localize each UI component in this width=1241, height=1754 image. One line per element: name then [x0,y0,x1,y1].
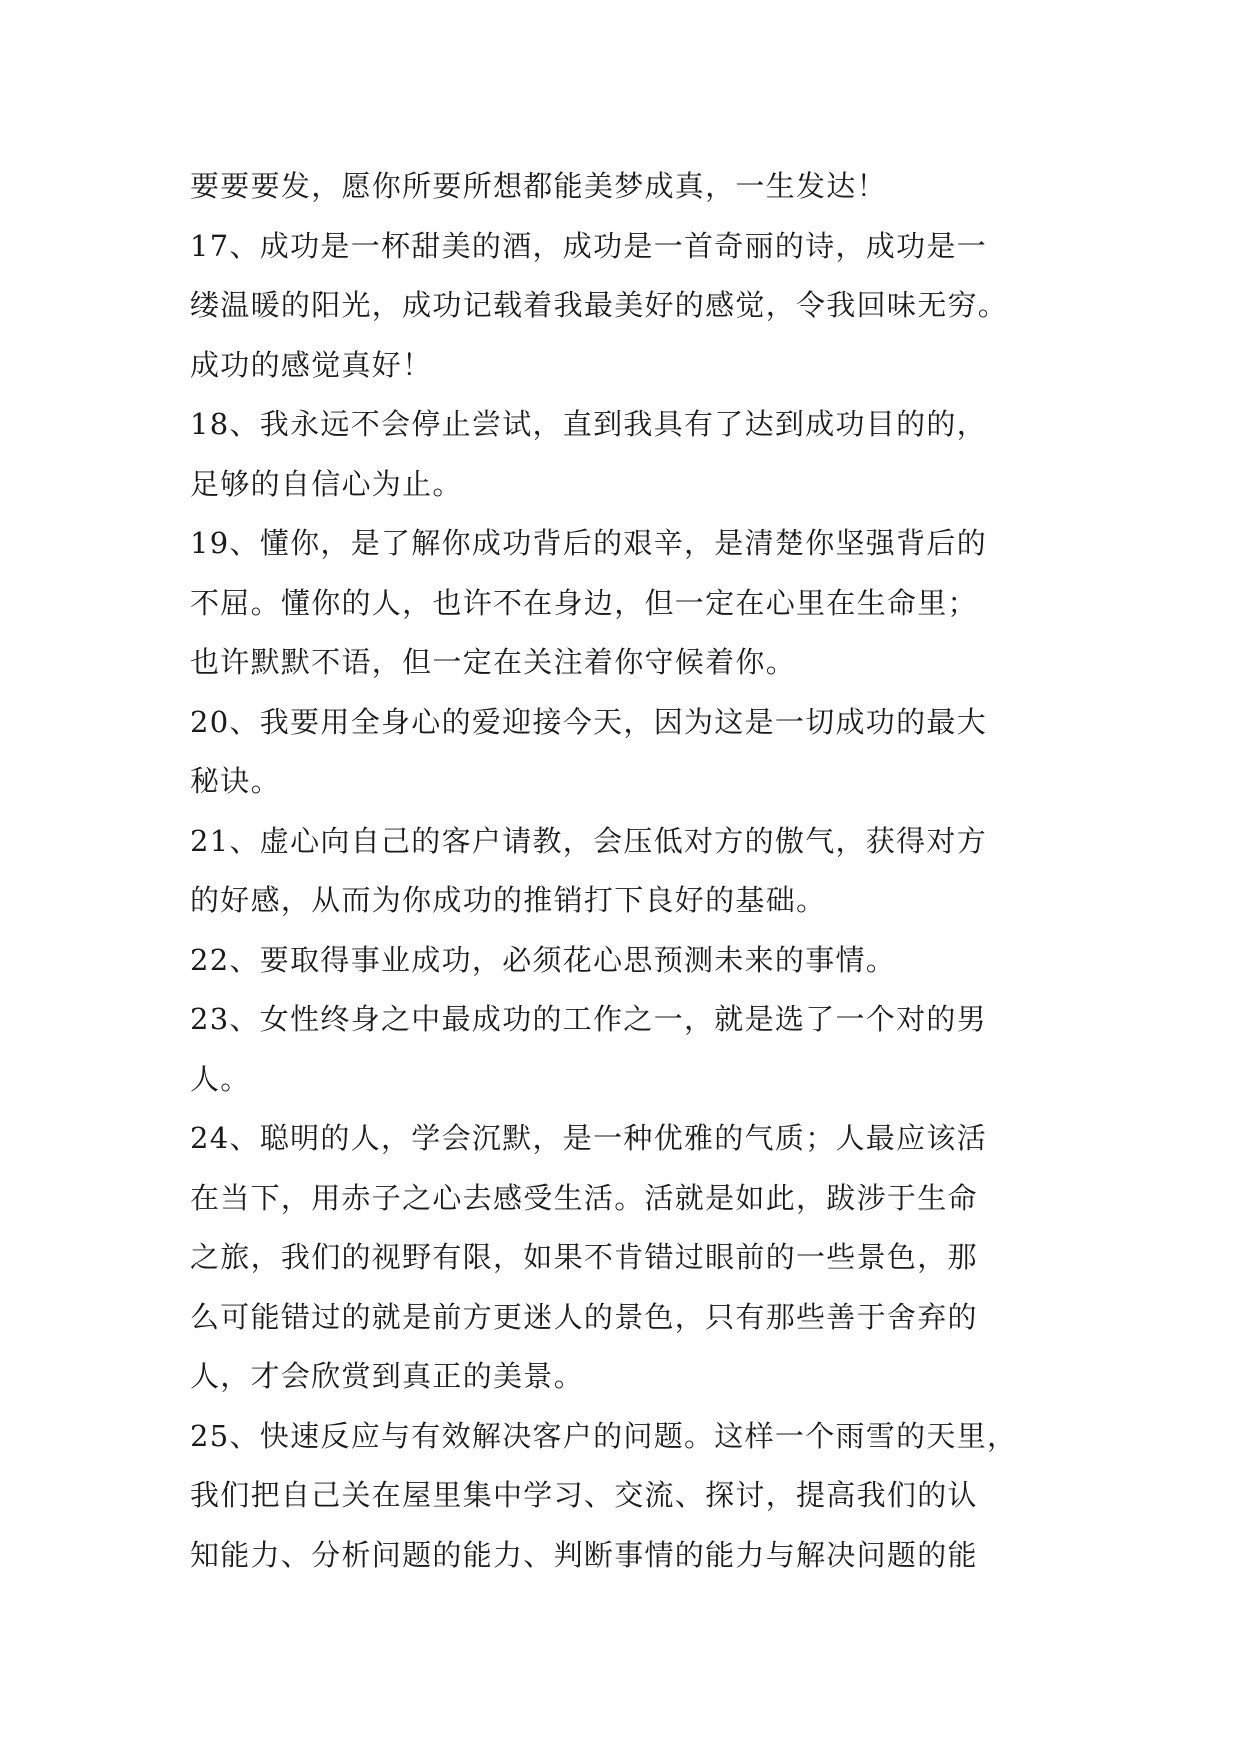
text-line: 17、成功是一杯甜美的酒，成功是一首奇丽的诗，成功是一 [190,228,988,263]
text-line: 之旅，我们的视野有限，如果不肯错过眼前的一些景色，那 [190,1240,978,1274]
text-line: 人，才会欣赏到真正的美景。 [190,1359,584,1393]
text-line: 成功的感觉真好！ [190,347,433,382]
text-line: 人。 [190,1061,251,1096]
text-line: 23、女性终身之中最成功的工作之一，就是选了一个对的男 [190,1002,988,1036]
text-line: 足够的自信心为止。 [190,466,463,501]
text-line: 的好感，从而为你成功的推销打下良好的基础。 [190,883,827,917]
document-body [190,157,1060,1585]
text-line: 在当下，用赤子之心去感受生活。活就是如此，跋涉于生命 [190,1180,978,1215]
text-line: 么可能错过的就是前方更迷人的景色，只有那些善于舍弃的 [190,1299,978,1334]
text-line: 要要要发，愿你所要所想都能美梦成真，一生发达！ [190,169,887,203]
text-line: 不屈。懂你的人，也许不在身边，但一定在心里在生命里； [190,585,978,620]
text-line: 22、要取得事业成功，必须花心思预测未来的事情。 [190,942,897,977]
text-line: 18、我永远不会停止尝试，直到我具有了达到成功目的的， [190,407,988,441]
text-line: 25、快速反应与有效解决客户的问题。这样一个雨雪的天里， [190,1418,1018,1453]
text-line: 知能力、分析问题的能力、判断事情的能力与解决问题的能 [190,1537,978,1572]
text-line: 19、懂你，是了解你成功背后的艰辛，是清楚你坚强背后的 [190,526,988,560]
text-line: 我们把自己关在屋里集中学习、交流、探讨，提高我们的认 [190,1478,978,1512]
text-line: 秘诀。 [190,764,281,798]
text-line: 21、虚心向自己的客户请教，会压低对方的傲气，获得对方 [190,823,988,858]
text-line: 也许默默不语，但一定在关注着你守候着你。 [190,645,797,679]
text-line: 缕温暖的阳光，成功记载着我最美好的感觉，令我回味无穷。 [190,288,1009,322]
text-line: 20、我要用全身心的爱迎接今天，因为这是一切成功的最大 [190,704,988,739]
text-line: 24、聪明的人，学会沉默，是一种优雅的气质；人最应该活 [190,1121,988,1155]
